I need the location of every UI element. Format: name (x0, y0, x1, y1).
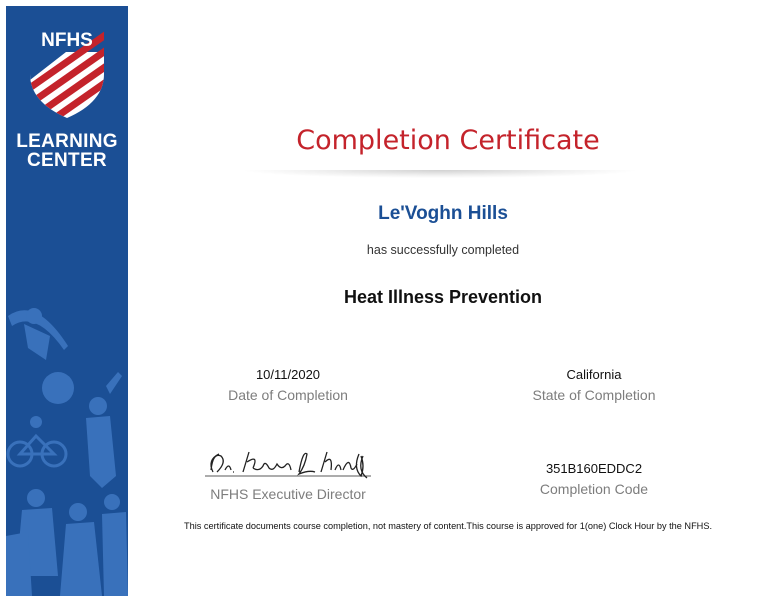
completion-date-value: 10/11/2020 (255, 367, 321, 382)
sidebar-banner (6, 6, 128, 596)
completion-date-label: Date of Completion (228, 387, 348, 403)
recipient-name: Le'Voghn Hills (378, 203, 508, 224)
title-divider (245, 170, 635, 178)
signature-block (188, 446, 388, 502)
brand-line-1: LEARNING (16, 131, 118, 152)
course-name: Heat Illness Prevention (343, 287, 543, 307)
brand-line-2: CENTER (27, 150, 107, 171)
completion-code-field (494, 461, 694, 497)
learning-center-title (6, 132, 128, 170)
athletes-silhouette-art (6, 276, 128, 596)
completion-code-value: 351B160EDDC2 (545, 461, 643, 476)
date-of-completion-field (188, 367, 388, 403)
nfhs-shield-logo (26, 22, 108, 122)
certificate-footer-note: This certificate documents course completion, not mastery of content.This course is approved for 1(one) Clock Hour by the NFHS. (184, 521, 712, 531)
nfhs-logo-text: NFHS (41, 30, 93, 51)
certificate-title: Completion Certificate (296, 125, 600, 156)
signer-title: NFHS Executive Director (210, 486, 366, 502)
completion-statement: has successfully completed (366, 243, 520, 257)
completion-state-value: California (566, 367, 622, 382)
director-signature (203, 446, 373, 482)
state-of-completion-field (494, 367, 694, 403)
completion-state-label: State of Completion (532, 387, 656, 403)
completion-code-label: Completion Code (539, 481, 649, 497)
